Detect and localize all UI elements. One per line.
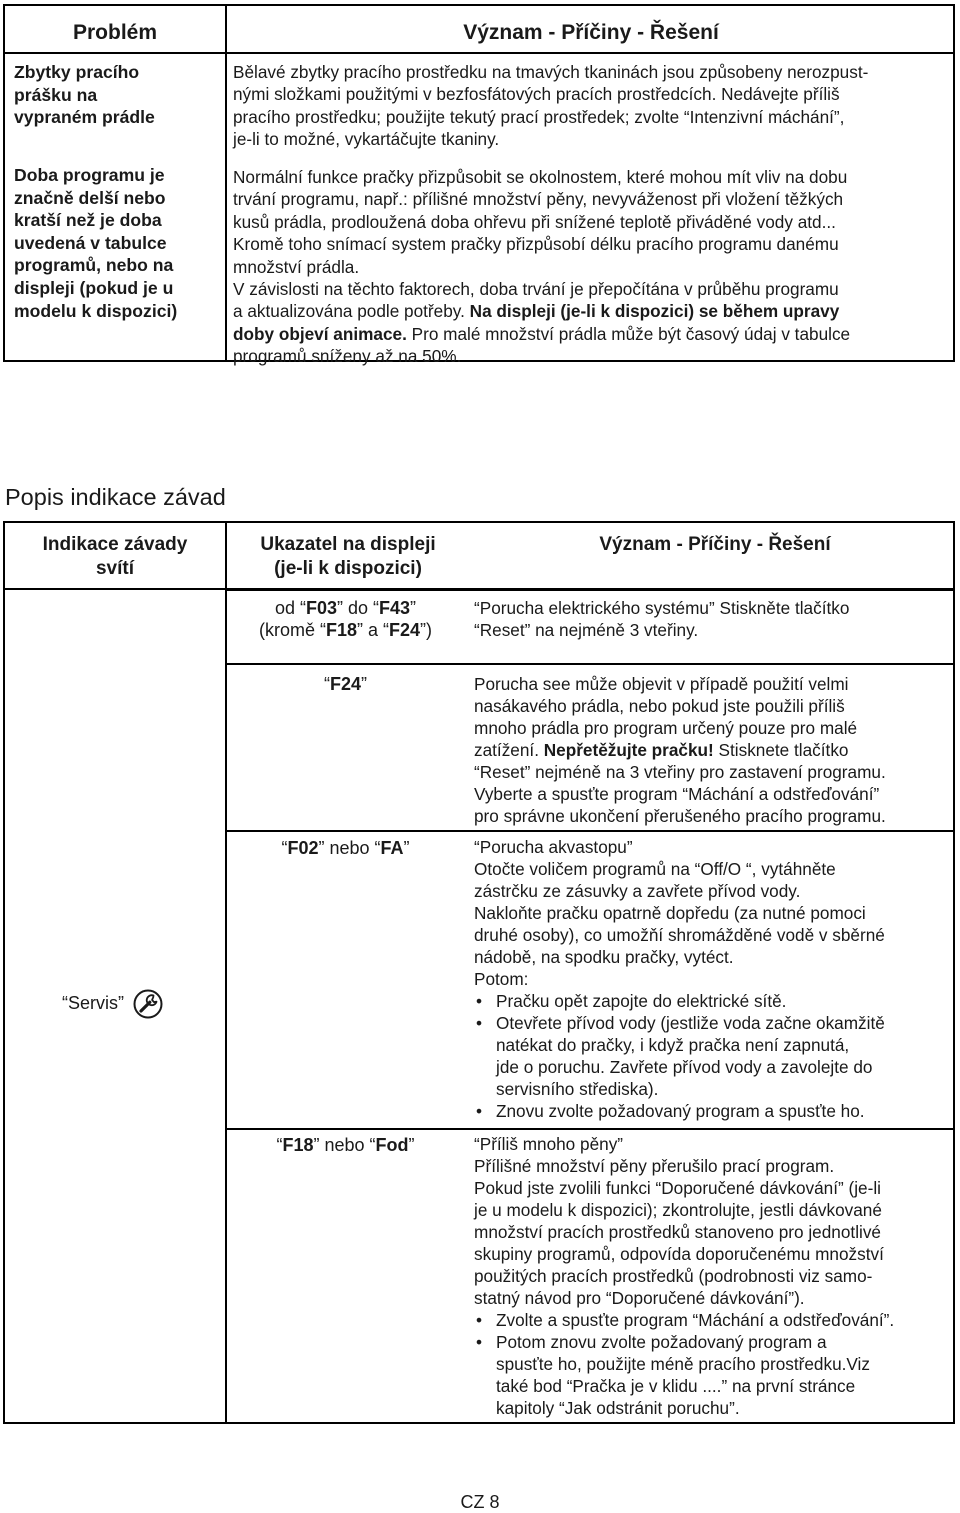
- header-meaning: Význam - Příčiny - Řešení: [599, 534, 831, 555]
- row-divider: [225, 589, 955, 591]
- bullet-list: [474, 1309, 954, 1419]
- column-divider: [225, 523, 227, 1422]
- list-item: • Zvolte a spusťte program “Máchání a odstřeďování”.: [474, 1309, 954, 1331]
- bullet-list: [474, 990, 954, 1122]
- display-code-cell: “F18” nebo “Fod”: [276, 1135, 415, 1155]
- servis-label: “Servis”: [62, 993, 124, 1013]
- row-divider: [225, 1128, 955, 1130]
- page-number: CZ 8: [460, 1492, 500, 1512]
- list-item: • Znovu zvolte požadovaný program a spusťte ho.: [474, 1100, 954, 1122]
- column-divider: [225, 6, 227, 360]
- display-code-cell: “F02” nebo “FA”: [281, 838, 410, 858]
- meaning-cell: Bělavé zbytky pracího prostředku na tmavých tkaninách jsou způsobeny nerozpust- nými složkami použitými v bezfosfátových pracích prostředcích. Nedávejte příliš pracího prostředku; použijte tekutý prací prostředek; zvolte “Intenzivní máchání”, je-li to možné, vykartáčujte tkaniny.: [233, 62, 869, 150]
- header-indicator: Indikace závady svítí: [42, 534, 188, 579]
- list-item: • Otevřete přívod vody (jestliže voda začne okamžitě natékat do pračky, i když pračka není zapnutá, jde o poruchu. Zavřete přívod vody a zavolejte do servisního střediska).: [474, 1012, 954, 1100]
- wrench-icon: [132, 988, 164, 1020]
- header-problem: Problém: [72, 21, 158, 44]
- problem-table: [3, 4, 955, 367]
- problem-cell: Zbytky pracího prášku na vypraném prádle: [14, 62, 155, 128]
- display-code-cell: “F24”: [323, 674, 368, 694]
- header-display: Ukazatel na displeji (je-li k dispozici): [260, 534, 436, 579]
- fault-description: “Porucha akvastopu” Otočte voličem programů na “Off/O “, vytáhněte zástrčku ze zásuvky a zavřete přívod vody. Nakloňte pračku opatrně dopředu (za nutné pomoci druhé osoby), co umožňí shromážděné vodě v sběrné nádobě, na spodku pračky, vytéct. Potom: • Pračku opět zapojte do elektrické sítě. • Otevřete přívod vody (jestliže voda začne okamžitě natékat do pračky, i když pračka není zapnutá, jde o poruchu. Zavřete přívod vody a zavolejte do servisního střediska). • Znovu zvolte požadovaný program a spusťte ho.: [474, 836, 954, 1122]
- header-meaning: Význam - Příčiny - Řešení: [463, 21, 719, 44]
- list-item: • Pračku opět zapojte do elektrické sítě.: [474, 990, 954, 1012]
- fault-description: “Příliš mnoho pěny” Přílišné množství pěny přerušilo prací program. Pokud jste zvolili funkci “Doporučené dávkování” (je-li je u modelu k dispozici); zkontrolujte, jestli dávkované množství pracích prostředků stanoveno pro jednotlivé skupiny programů, odpovída doporučenému množství použitých pracích prostředků (podrobnosti viz samo- statný návod pro “Doporučené dávkování”). • Zvolte a spusťte program “Máchání a odstřeďování”. • Potom znovu zvolte požadovaný program a spusťte ho, použijte méně pracího prostředku.Viz také bod “Pračka je v klidu ....” na první stránce kapitoly “Jak odstránit poruchu”.: [474, 1133, 954, 1419]
- header-divider: [5, 52, 953, 54]
- row-divider: [225, 663, 955, 665]
- problem-cell: Doba programu je značně delší nebo kratší než je doba uvedená v tabulce programů, nebo na displeji (pokud je u modelu k dispozici): [14, 165, 178, 321]
- meaning-cell: Normální funkce pračky přizpůsobit se okolnostem, které mohou mít vliv na dobu trvání programu, např.: přílišné množství pěny, nevyváženost při vložení těžkých kusů prádla, prodloužená doba ohřevu při snížené teplotě přiváděné vody atd... Kromě toho snímací system pračky přizpůsobí délku pracího programu danému množství prádla. V závislosti na těchto faktorech, doba trvání je přepočítána v průběhu programu a aktualizována podle potřeby. Na displeji (je-li k dispozici) se během upravy doby objeví animace. Pro malé množství prádla může být časový údaj v tabulce programů sníženy až na 50%.: [233, 167, 851, 367]
- row-divider: [225, 830, 955, 832]
- section-title: Popis indikace závad: [5, 484, 226, 510]
- list-item: • Potom znovu zvolte požadovaný program a spusťte ho, použijte méně pracího prostředku.Viz také bod “Pračka je v klidu ....” na první stránce kapitoly “Jak odstránit poruchu”.: [474, 1331, 954, 1419]
- fault-description: “Porucha elektrického systému” Stiskněte tlačítko “Reset” na nejméně 3 vteřiny.: [474, 598, 850, 640]
- display-code-cell: od “F03” do “F43” (kromě “F18” a “F24”): [258, 598, 433, 640]
- fault-description: Porucha see může objevit v případě použití velmi nasákavého prádla, nebo pokud jste použili příliš mnoho prádla pro program určený pouze pro malé zatížení. Nepřetěžujte pračku! Stisknete tlačítko “Reset” nejméně na 3 vteřiny pro zastavení programu. Vyberte a spusťte program “Máchání a odstřeďování” pro správne ukončení přerušeného pracího programu.: [474, 674, 886, 826]
